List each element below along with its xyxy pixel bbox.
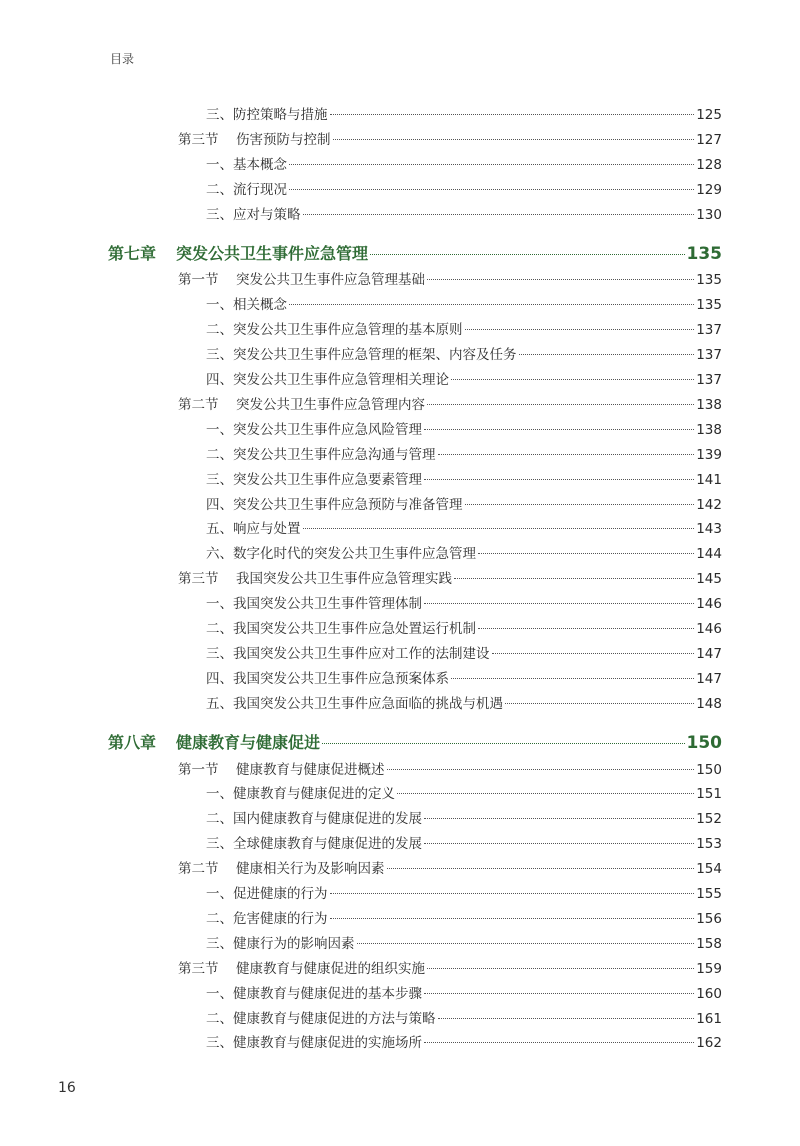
toc-entry-number: 一、 [206,421,233,438]
toc-entry-label [206,810,422,828]
toc-entry-number: 第三节 [178,131,219,148]
toc-entry-page: 138 [696,396,722,413]
toc-item [0,835,800,853]
toc-entry-label [206,910,328,928]
toc-entry-number: 五、 [206,521,233,538]
toc-entry-title: 全球健康教育与健康促进的发展 [233,836,422,853]
toc-entry-number: 一、 [206,596,233,613]
toc-section [0,761,800,779]
toc-entry-title: 健康教育与健康促进的实施场所 [233,1035,422,1052]
toc-entry-page: 160 [696,985,722,1002]
toc-item [0,620,800,638]
toc-item [0,181,800,199]
toc-section [0,960,800,978]
toc-entry-page: 146 [696,596,722,613]
toc-entry-number: 三、 [206,645,233,662]
dot-leader [370,253,684,255]
dot-leader [424,817,694,819]
page-number: 16 [58,1080,76,1096]
toc-entry-title: 国内健康教育与健康促进的发展 [233,811,422,828]
toc-entry-page: 147 [696,670,722,687]
toc-entry-number: 二、 [206,181,233,198]
toc-entry-title: 我国突发公共卫生事件应急面临的挑战与机遇 [233,695,503,712]
toc-entry-title: 相关概念 [233,297,287,314]
toc-chapter [0,734,800,752]
toc-item [0,421,800,439]
toc-entry-label [206,935,355,953]
toc-entry-title: 健康教育与健康促进概述 [236,761,385,778]
toc-entry-label [206,446,436,464]
toc-entry-number: 四、 [206,372,233,388]
dot-leader [454,577,694,579]
toc-entry-number: 第二节 [178,396,219,413]
toc-entry-title: 突发公共卫生事件应急管理基础 [236,272,425,289]
toc-item [0,1010,800,1028]
toc-item [0,520,800,538]
toc-item [0,595,800,613]
dot-leader [424,478,694,480]
toc-entry-title: 我国突发公共卫生事件应急管理实践 [236,571,452,588]
toc-entry-number: 一、 [206,985,233,1002]
toc-entry-title: 突发公共卫生事件应急管理 [176,243,369,263]
dot-leader [397,792,694,794]
toc-entry-number: 四、 [206,670,233,687]
dot-leader [438,1017,695,1019]
toc-item [0,206,800,224]
toc-entry-title: 突发公共卫生事件应急风险管理 [233,421,422,438]
toc-item [0,645,800,663]
toc-entry-number: 第一节 [178,761,219,778]
toc-entry-title: 突发公共卫生事件应急管理的框架、内容及任务 [233,347,517,364]
toc-item [0,985,800,1003]
toc-entry-label [206,695,503,713]
toc-entry-page: 152 [696,811,722,828]
toc-entry-label [178,396,425,414]
dot-leader [451,677,694,679]
toc-entry-page: 135 [686,243,722,264]
toc-entry-label [206,670,449,688]
toc-entry-number: 一、 [206,886,233,902]
toc-item [0,346,800,364]
toc-entry-label [206,421,422,439]
toc-entry-title: 伤害预防与控制 [236,131,331,148]
dot-leader [289,303,694,305]
toc-item [0,785,800,803]
toc-entry-page: 135 [696,272,722,289]
dot-leader [303,213,695,215]
toc-entry-number: 第二节 [178,861,219,878]
toc-entry-label [206,1010,436,1028]
toc-entry-title: 健康教育与健康促进的组织实施 [236,960,425,977]
toc-entry-title: 我国突发公共卫生事件管理体制 [233,596,422,613]
dot-leader [424,842,694,844]
toc-entry-title: 危害健康的行为 [233,910,328,927]
toc-entry-page: 142 [696,496,722,513]
toc-entry-number: 一、 [206,786,233,803]
toc-entry-page: 154 [696,861,722,878]
toc-entry-page: 143 [696,521,722,538]
dot-leader [519,353,695,355]
toc-entry-page: 156 [696,910,722,927]
toc-entry-title: 响应与处置 [233,521,301,538]
toc-entry-number: 三、 [206,107,233,123]
dot-leader [322,742,684,744]
toc-entry-number: 第八章 [108,732,157,752]
dot-leader [465,328,695,330]
dot-leader [427,967,694,969]
toc-entry-page: 153 [696,836,722,853]
toc-entry-number: 六、 [206,546,233,563]
toc-entry-page: 155 [696,886,722,902]
toc-entry-title: 突发公共卫生事件应急沟通与管理 [233,446,436,463]
toc-entry-page: 139 [696,446,722,463]
toc-entry-title: 突发公共卫生事件应急管理相关理论 [233,372,449,388]
toc-entry-label [206,785,395,803]
toc-entry-page: 135 [696,297,722,314]
toc-entry-label [206,471,422,489]
toc-entry-label [206,545,476,563]
toc-entry-title: 健康教育与健康促进的基本步骤 [233,985,422,1002]
toc-entry-label [178,860,385,878]
toc-entry-label [178,960,425,978]
toc-entry-title: 健康行为的影响因素 [233,935,355,952]
toc-entry-number: 第三节 [178,960,219,977]
toc-entry-label [206,496,463,514]
dot-leader [330,113,695,115]
toc-entry-number: 三、 [206,836,233,853]
toc-entry-label [206,321,463,339]
toc-entry-title: 突发公共卫生事件应急管理内容 [236,396,425,413]
toc-entry-label [108,245,368,263]
toc-entry-page: 162 [696,1035,722,1052]
dot-leader [492,652,695,654]
toc-entry-page: 138 [696,421,722,438]
toc-entry-page: 161 [696,1010,722,1027]
dot-leader [289,163,694,165]
toc-entry-page: 150 [686,732,722,753]
toc-entry-page: 129 [696,181,722,198]
toc-entry-label [178,570,452,588]
toc-item [0,885,800,903]
toc-entry-number: 三、 [206,935,233,952]
toc-entry-page: 147 [696,645,722,662]
toc-entry-label [206,296,287,314]
dot-leader [451,378,694,380]
toc-entry-title: 应对与策略 [233,206,301,223]
toc-entry-number: 三、 [206,471,233,488]
dot-leader [303,527,695,529]
toc-section [0,396,800,414]
toc-entry-title: 突发公共卫生事件应急管理的基本原则 [233,322,463,339]
toc-entry-page: 128 [696,156,722,173]
toc-entry-number: 一、 [206,297,233,314]
toc-entry-label [206,106,328,124]
dot-leader [424,602,694,604]
toc-entry-number: 第七章 [108,243,157,263]
toc-item [0,446,800,464]
toc-entry-number: 二、 [206,446,233,463]
toc-entry-title: 我国突发公共卫生事件应急处置运行机制 [233,621,476,637]
toc-entry-label [206,885,328,903]
dot-leader [387,867,695,869]
dot-leader [289,188,694,190]
toc-entry-number: 二、 [206,1010,233,1027]
toc-section [0,570,800,588]
toc-entry-label [206,645,490,663]
toc-entry-label [178,271,425,289]
toc-entry-label [206,371,449,389]
toc-entry-title: 健康教育与健康促进 [176,732,321,752]
dot-leader [424,1041,694,1043]
toc-item [0,935,800,953]
toc-entry-label [108,734,320,752]
toc-item [0,496,800,514]
toc-item [0,296,800,314]
toc-entry-title: 流行现况 [233,181,287,198]
toc-entry-title: 突发公共卫生事件应急预防与准备管理 [233,496,463,513]
toc-entry-label [206,206,301,224]
toc-entry-title: 健康教育与健康促进的定义 [233,786,395,803]
toc-entry-number: 二、 [206,322,233,339]
toc-entry-number: 五、 [206,695,233,712]
toc-entry-label [206,1034,422,1052]
dot-leader [330,892,695,894]
dot-leader [465,503,695,505]
toc-entry-label [206,346,517,364]
dot-leader [357,942,695,944]
toc-item [0,545,800,563]
toc-entry-page: 130 [696,206,722,223]
toc-item [0,810,800,828]
toc-entry-label [206,620,476,638]
toc-entry-page: 151 [696,786,722,803]
toc-entry-page: 137 [696,322,722,339]
toc-entry-number: 二、 [206,910,233,927]
toc-item [0,106,800,124]
toc-entry-number: 二、 [206,621,233,637]
toc-section [0,271,800,289]
toc-item [0,1034,800,1052]
toc-entry-title: 促进健康的行为 [233,886,328,902]
toc-entry-number: 一、 [206,156,233,173]
dot-leader [387,768,695,770]
dot-leader [333,138,695,140]
dot-leader [478,627,694,629]
toc-item [0,371,800,389]
toc-entry-page: 158 [696,935,722,952]
toc-entry-title: 我国突发公共卫生事件应对工作的法制建设 [233,645,490,662]
toc-item [0,471,800,489]
toc-entry-label [206,156,287,174]
toc-entry-page: 159 [696,960,722,977]
dot-leader [424,428,694,430]
toc-entry-page: 148 [696,695,722,712]
toc-entry-label [206,985,422,1003]
toc-entry-label [206,520,301,538]
dot-leader [478,552,694,554]
toc-item [0,910,800,928]
toc-entry-title: 数字化时代的突发公共卫生事件应急管理 [233,546,476,563]
toc-entry-label [178,131,331,149]
toc-item [0,156,800,174]
toc-entry-number: 第一节 [178,272,219,289]
toc-entry-number: 三、 [206,1035,233,1052]
toc-entry-page: 150 [696,761,722,778]
toc-entry-number: 三、 [206,206,233,223]
toc-item [0,321,800,339]
toc-entry-title: 健康相关行为及影响因素 [236,861,385,878]
toc-entry-label [206,595,422,613]
toc-entry-page: 137 [696,347,722,364]
toc-section [0,860,800,878]
toc-chapter [0,245,800,263]
toc-item [0,670,800,688]
toc-entry-label [178,761,385,779]
toc-entry-number: 第三节 [178,571,219,588]
toc-entry-page: 144 [696,546,722,563]
toc-entry-title: 基本概念 [233,156,287,173]
dot-leader [427,278,694,280]
toc-entry-number: 二、 [206,811,233,828]
toc-entry-page: 145 [696,571,722,588]
toc-entry-title: 我国突发公共卫生事件应急预案体系 [233,670,449,687]
toc-entry-page: 125 [696,107,722,123]
dot-leader [427,403,694,405]
dot-leader [424,992,694,994]
toc-entry-page: 146 [696,621,722,637]
toc-entry-title: 健康教育与健康促进的方法与策略 [233,1010,436,1027]
dot-leader [505,702,694,704]
toc-entry-number: 三、 [206,347,233,364]
toc-entry-page: 127 [696,131,722,148]
toc-entry-page: 141 [696,471,722,488]
toc-entry-number: 四、 [206,496,233,513]
toc-entry-label [206,181,287,199]
toc-entry-page: 137 [696,372,722,388]
dot-leader [438,453,695,455]
running-header: 目录 [110,52,135,66]
dot-leader [330,917,695,919]
toc-entry-label [206,835,422,853]
toc-entry-title: 防控策略与措施 [233,107,328,123]
toc-entry-title: 突发公共卫生事件应急要素管理 [233,471,422,488]
toc-section [0,131,800,149]
toc-item [0,695,800,713]
